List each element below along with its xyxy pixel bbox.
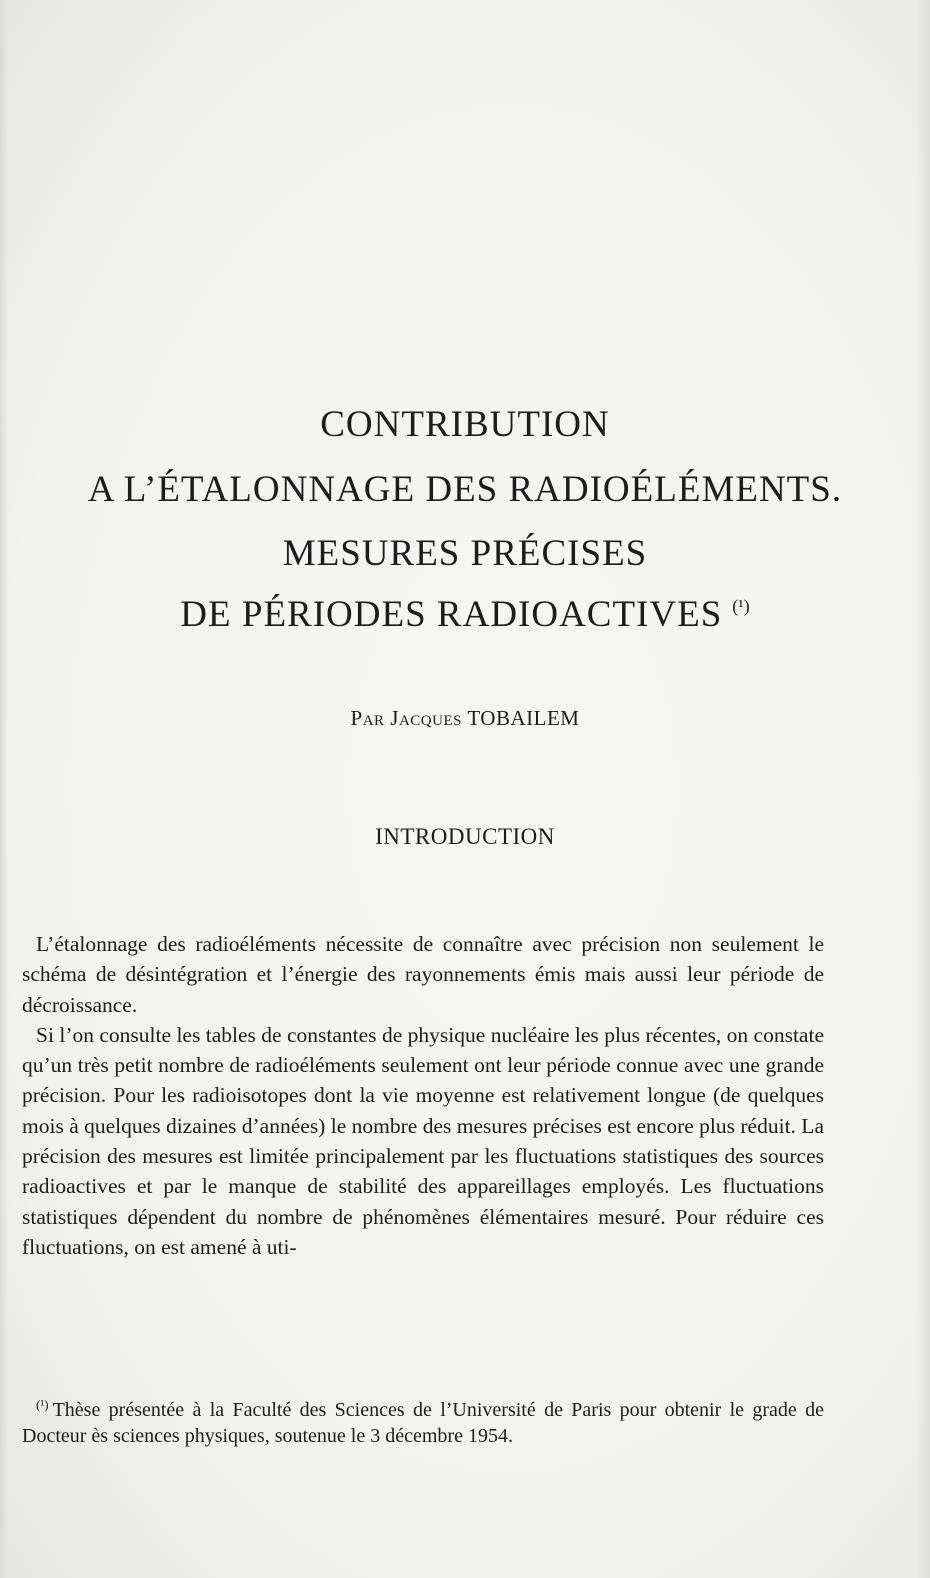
section-heading: INTRODUCTION [375, 824, 555, 849]
paragraph-1: L’étalonnage des radioéléments nécessite de connaître avec précision non seulement le schéma de désintégration et l’énergie des rayonnements émis mais aussi leur période de décroissance. [22, 932, 824, 1017]
title-line-2: A L’ÉTALONNAGE DES RADIOÉLÉMENTS. [87, 469, 843, 510]
page-edge-left [0, 0, 8, 1578]
body-text [22, 929, 824, 1262]
title-line-4-text: DE PÉRIODES RADIOACTIVES [180, 594, 723, 635]
title-line-4 [0, 593, 930, 636]
title-line-3: MESURES PRÉCISES [282, 533, 648, 574]
paragraph-2: Si l’on consulte les tables de constantes de physique nucléaire les plus récentes, on constate qu’un très petit nombre de radioéléments seulement ont leur période connue avec une grande précision. Pour les radioisotopes dont la vie moyenne est relativement longue (de quelques mois à quelques dizaines d’années) le nombre des mesures précises est encore plus réduit. La précision des mesures est limitée principalement par les fluctuations statistiques des sources radioactives et par le manque de stabilité des appareillages employés. Les fluctuations statistiques dépendent du nombre de phénomènes élémentaires mesuré. Pour réduire ces fluctuations, on est amené à uti- [22, 1022, 824, 1259]
author-name: TOBAILEM [467, 706, 580, 730]
footnote [22, 1392, 824, 1449]
page-edge-right [916, 0, 930, 1578]
footnote-text: Thèse présentée à la Faculté des Sciences de l’Université de Paris pour obtenir le grade de Docteur ès sciences physiques, soutenue le 3 décembre 1954. [22, 1399, 824, 1447]
title-line-1: CONTRIBUTION [320, 404, 610, 445]
author-line [0, 706, 930, 731]
footnote-mark: (¹) [36, 1397, 49, 1412]
author-prefix: Par Jacques [350, 706, 462, 730]
title-footnote-mark: (¹) [732, 596, 750, 616]
